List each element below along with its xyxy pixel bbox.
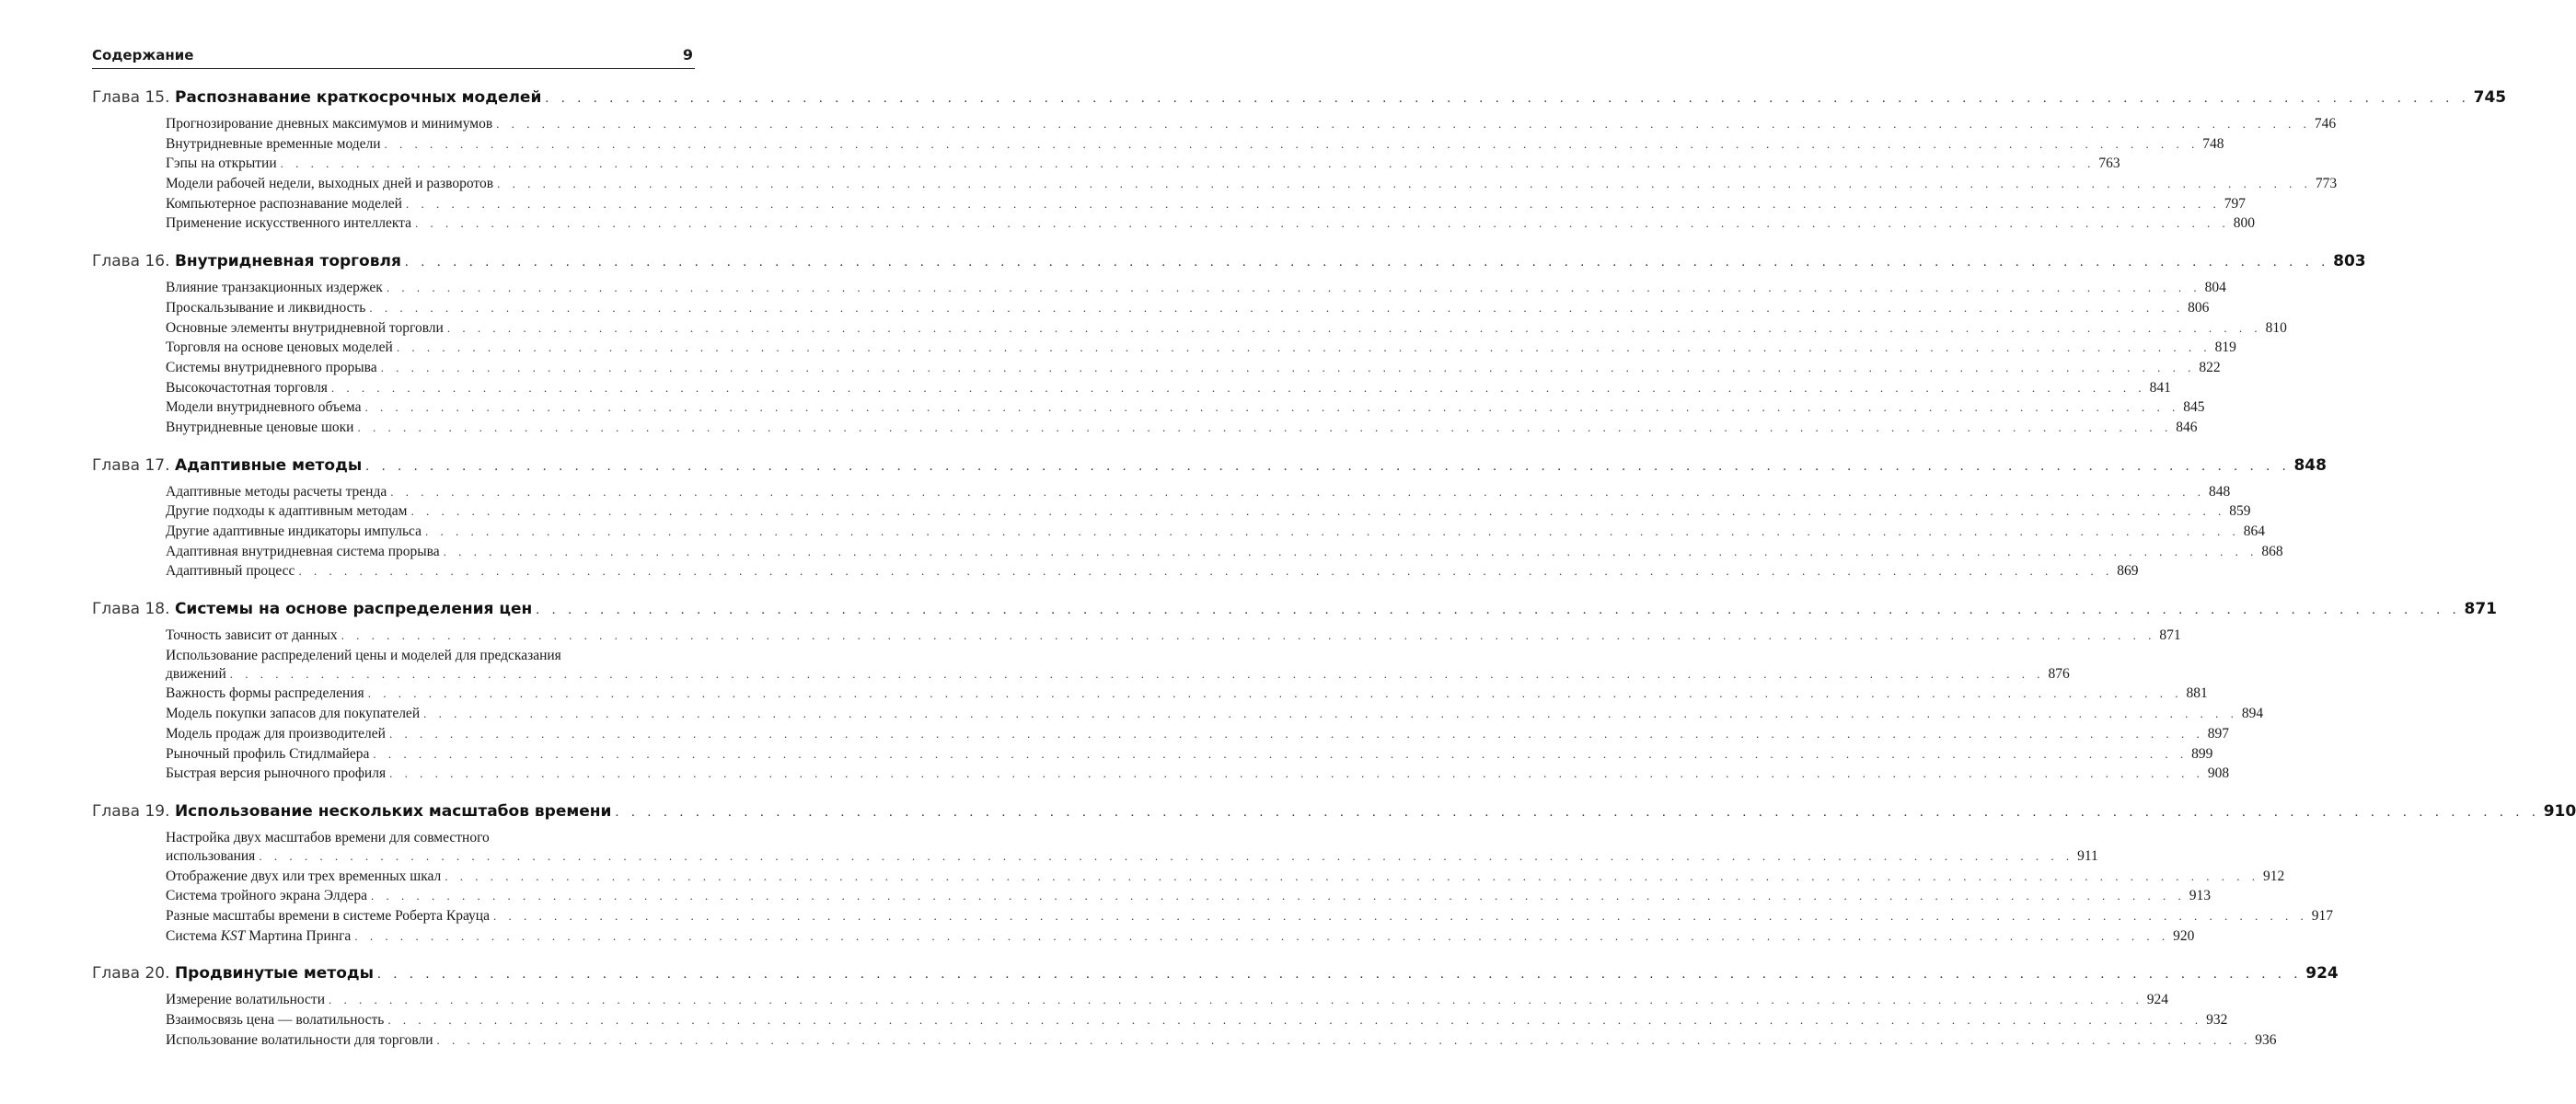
dot-leader: . . . . . . . . . . . . . . . . . . . . . . . . . . . . . . . . . . . . . . . . . . . . . . . . . . . . . . . . . . . . . . . . . . . . . . . . . . . . . . . . . . . . . . . . . . . . . . . . . . . . . . . . . . . . . . . . . . . . . . . . bbox=[545, 91, 2470, 106]
section-page-number: 822 bbox=[2199, 359, 2221, 375]
dot-leader: . . . . . . . . . . . . . . . . . . . . . . . . . . . . . . . . . . . . . . . . . . . . . . . . . . . . . . . . . . . . . . . . . . . . . . . . . . . . . . . . . . . . . . . . . . . . . . . . . . . . . . . . . . . . . . . . . . . . . . . . bbox=[373, 746, 2189, 761]
section-title bbox=[166, 928, 351, 945]
dot-leader: . . . . . . . . . . . . . . . . . . . . . . . . . . . . . . . . . . . . . . . . . . . . . . . . . . . . . . . . . . . . . . . . . . . . . . . . . . . . . . . . . . . . . . . . . . . . . . . . . . . . . . . . . . . . . . . . . . . . . . . . bbox=[410, 504, 2226, 519]
section-title: Модели внутридневного объема bbox=[166, 399, 362, 416]
chapter-block bbox=[92, 964, 2339, 1052]
dot-leader: . . . . . . . . . . . . . . . . . . . . . . . . . . . . . . . . . . . . . . . . . . . . . . . . . . . . . . . . . . . . . . . . . . . . . . . . . . . . . . . . . . . . . . . . . . . . . . . . . . . . . . . . . . . . . . . . . . . . . . . . bbox=[388, 726, 2204, 741]
section-title-line1: Использование распределений цены и моделей для предсказания bbox=[166, 647, 561, 663]
section-title-part: Мартина Принга bbox=[245, 927, 352, 944]
section-title: Модель продаж для производителей bbox=[166, 725, 386, 742]
section-title: Основные элементы внутридневной торговли bbox=[166, 319, 444, 336]
section-title: Измерение волатильности bbox=[166, 992, 325, 1008]
section-page-number: 868 bbox=[2261, 543, 2283, 559]
section-page-number: 864 bbox=[2243, 523, 2265, 539]
chapter-block bbox=[92, 252, 2366, 440]
section-page-number: 869 bbox=[2117, 563, 2139, 580]
section-title-line2: использования bbox=[166, 847, 256, 864]
dot-leader: . . . . . . . . . . . . . . . . . . . . . . . . . . . . . . . . . . . . . . . . . . . . . . . . . . . . . . . . . . . . . . . . . . . . . . . . . . . . . . . . . . . . . . . . . . . . . . . . . . . . . . . . . . . . . . . . . . . . . . . . bbox=[536, 603, 2461, 618]
section-entry[interactable] bbox=[166, 116, 2337, 136]
dot-leader: . . . . . . . . . . . . . . . . . . . . . . . . . . . . . . . . . . . . . . . . . . . . . . . . . . . . . . . . . . . . . . . . . . . . . . . . . . . . . . . . . . . . . . . . . . . . . . . . . . . . . . . . . . . . . . . . . . . . . . . . bbox=[367, 686, 2183, 701]
section-entry[interactable] bbox=[166, 359, 2221, 380]
section-title: Другие подходы к адаптивным методам bbox=[166, 503, 408, 520]
section-title: Прогнозирование дневных максимумов и минимумов bbox=[166, 116, 493, 132]
chapter-entry[interactable] bbox=[92, 252, 2366, 280]
table-of-contents bbox=[92, 88, 2576, 1068]
section-title: Адаптивные методы расчеты тренда bbox=[166, 483, 387, 500]
dot-leader: . . . . . . . . . . . . . . . . . . . . . . . . . . . . . . . . . . . . . . . . . . . . . . . . . . . . . . . . . . . . . . . . . . . . . . . . . . . . . . . . . . . . . . . . . . . . . . . . . . . . . . . . . . . . . . . . . . . . . . . . bbox=[425, 524, 2240, 538]
chapter-block bbox=[92, 600, 2498, 786]
section-title: Рыночный профиль Стидлмайера bbox=[166, 745, 370, 762]
section-entry[interactable] bbox=[166, 280, 2226, 300]
section-page-number: 859 bbox=[2229, 503, 2251, 520]
section-title: Проскальзывание и ликвидность bbox=[166, 299, 366, 316]
chapter-entry[interactable] bbox=[92, 88, 2507, 116]
chapter-number: Глава 18. bbox=[92, 600, 175, 619]
dot-leader: . . . . . . . . . . . . . . . . . . . . . . . . . . . . . . . . . . . . . . . . . . . . . . . . . . . . . . . . . . . . . . . . . . . . . . . . . . . . . . . . . . . . . . . . . . . . . . . . . . . . . . . . . . . . . . . . . . . . . . . . bbox=[380, 360, 2196, 374]
dot-leader: . . . . . . . . . . . . . . . . . . . . . . . . . . . . . . . . . . . . . . . . . . . . . . . . . . . . . . . . . . . . . . . . . . . . . . . . . . . . . . . . . . . . . . . . . . . . . . . . . . . . . . . . . . . . . . . . . . . . . . . . bbox=[354, 928, 2170, 943]
section-entry[interactable] bbox=[166, 888, 2212, 908]
section-list bbox=[92, 992, 2277, 1052]
section-entry[interactable] bbox=[166, 725, 2229, 746]
section-page-number: 917 bbox=[2311, 907, 2333, 924]
dot-leader: . . . . . . . . . . . . . . . . . . . . . . . . . . . . . . . . . . . . . . . . . . . . . . . . . . . . . . . . . . . . . . . . . . . . . . . . . . . . . . . . . . . . . . . . . . . . . . . . . . . . . . . . . . . . . . . . . . . . . . . . bbox=[386, 281, 2201, 295]
dot-leader: . . . . . . . . . . . . . . . . . . . . . . . . . . . . . . . . . . . . . . . . . . . . . . . . . . . . . . . . . . . . . . . . . . . . . . . . . . . . . . . . . . . . . . . . . . . . . . . . . . . . . . . . . . . . . . . . . . . . . . . . bbox=[369, 300, 2185, 315]
section-page-number: 897 bbox=[2207, 725, 2229, 742]
section-title: Важность формы распределения bbox=[166, 685, 364, 702]
section-title: Модели рабочей недели, выходных дней и разворотов bbox=[166, 176, 494, 192]
chapter-page-number: 871 bbox=[2464, 600, 2498, 619]
section-page-number: 846 bbox=[2176, 419, 2198, 435]
section-title-italic: KST bbox=[220, 927, 246, 944]
chapter-title: Внутридневная торговля bbox=[174, 252, 401, 271]
dot-leader: . . . . . . . . . . . . . . . . . . . . . . . . . . . . . . . . . . . . . . . . . . . . . . . . . . . . . . . . . . . . . . . . . . . . . . . . . . . . . . . . . . . . . . . . . . . . . . . . . . . . . . . . . . . . . . . . . . . . . . . . bbox=[364, 400, 2180, 415]
dot-leader: . . . . . . . . . . . . . . . . . . . . . . . . . . . . . . . . . . . . . . . . . . . . . . . . . . . . . . . . . . . . . . . . . . . . . . . . . . . . . . . . . . . . . . . . . . . . . . . . . . . . . . . . . . . . . . . . . . . . . . . . bbox=[492, 908, 2308, 923]
section-page-number: 804 bbox=[2204, 280, 2226, 296]
chapter-entry[interactable] bbox=[92, 964, 2339, 992]
chapter-page-number: 924 bbox=[2305, 964, 2339, 983]
section-title: Точность зависит от данных bbox=[166, 627, 338, 644]
dot-leader: . . . . . . . . . . . . . . . . . . . . . . . . . . . . . . . . . . . . . . . . . . . . . . . . . . . . . . . . . . . . . . . . . . . . . . . . . . . . . . . . . . . . . . . . . . . . . . . . . . . . . . . . . . . . . . . . . . . . . . . . bbox=[443, 544, 2258, 558]
section-page-number: 911 bbox=[2077, 847, 2098, 864]
section-page-number: 845 bbox=[2183, 399, 2205, 416]
chapter-number: Глава 16. bbox=[92, 252, 175, 271]
chapter-page-number: 910 bbox=[2543, 801, 2576, 821]
section-page-number: 871 bbox=[2159, 627, 2181, 644]
chapter-number: Глава 19. bbox=[92, 801, 175, 821]
section-page-number: 894 bbox=[2241, 706, 2264, 722]
section-title: Системы внутридневного прорыва bbox=[166, 359, 377, 375]
section-page-number: 800 bbox=[2233, 215, 2256, 232]
section-title: Разные масштабы времени в системе Роберта Крауца bbox=[166, 907, 490, 924]
section-page-number: 908 bbox=[2207, 765, 2230, 782]
section-title: Высокочастотная торговля bbox=[166, 379, 328, 396]
chapter-entry[interactable] bbox=[92, 455, 2327, 484]
section-entry[interactable] bbox=[166, 419, 2198, 440]
dot-leader: . . . . . . . . . . . . . . . . . . . . . . . . . . . . . . . . . . . . . . . . . . . . . . . . . . . . . . . . . . . . . . . . . . . . . . . . . . . . . . . . . . . . . . . . . . . . . . . . . . . . . . . . . . . . . . . . . . . . . . . . bbox=[405, 196, 2221, 211]
section-list bbox=[92, 280, 2287, 440]
chapter-title: Продвинутые методы bbox=[174, 964, 374, 983]
dot-leader: . . . . . . . . . . . . . . . . . . . . . . . . . . . . . . . . . . . . . . . . . . . . . . . . . . . . . . . . . . . . . . . . . . . . . . . . . . . . . . . . . . . . . . . . . . . . . . . . . . . . . . . . . . . . . . . . . . . . . . . . bbox=[376, 967, 2303, 983]
section-title-line2: движений bbox=[166, 665, 226, 682]
section-title: Модель покупки запасов для покупателей bbox=[166, 706, 421, 722]
section-title: Другие адаптивные индикаторы импульса bbox=[166, 523, 422, 539]
chapter-entry[interactable] bbox=[92, 801, 2576, 830]
dot-leader: . . . . . . . . . . . . . . . . . . . . . . . . . . . . . . . . . . . . . . . . . . . . . . . . . . . . . . . . . . . . . . . . . . . . . . . . . . . . . . . . . . . . . . . . . . . . . . . . . . . . . . . . . . . . . . . . . . . . . . . . bbox=[259, 848, 2074, 863]
section-list bbox=[92, 483, 2283, 583]
dot-leader: . . . . . . . . . . . . . . . . . . . . . . . . . . . . . . . . . . . . . . . . . . . . . . . . . . . . . . . . . . . . . . . . . . . . . . . . . . . . . . . . . . . . . . . . . . . . . . . . . . . . . . . . . . . . . . . . . . . . . . . . bbox=[436, 1032, 2252, 1047]
header-title: Содержание bbox=[92, 47, 194, 63]
section-entry[interactable] bbox=[166, 745, 2213, 766]
section-list bbox=[92, 116, 2338, 236]
section-title-line2-row bbox=[166, 665, 2070, 686]
section-list bbox=[92, 627, 2264, 786]
section-title: Адаптивная внутридневная система прорыва bbox=[166, 543, 440, 559]
section-page-number: 797 bbox=[2224, 195, 2246, 212]
section-page-number: 899 bbox=[2191, 745, 2213, 762]
section-title: Внутридневные ценовые шоки bbox=[166, 419, 354, 435]
chapter-title: Адаптивные методы bbox=[174, 455, 363, 475]
running-header bbox=[92, 46, 695, 69]
section-entry[interactable] bbox=[166, 1012, 2228, 1032]
section-entry[interactable] bbox=[166, 176, 2338, 196]
chapter-title: Распознавание краткосрочных моделей bbox=[174, 88, 542, 107]
section-entry[interactable] bbox=[166, 868, 2285, 889]
dot-leader: . . . . . . . . . . . . . . . . . . . . . . . . . . . . . . . . . . . . . . . . . . . . . . . . . . . . . . . . . . . . . . . . . . . . . . . . . . . . . . . . . . . . . . . . . . . . . . . . . . . . . . . . . . . . . . . . . . . . . . . . bbox=[404, 255, 2330, 270]
section-page-number: 810 bbox=[2265, 319, 2287, 336]
section-entry[interactable] bbox=[166, 299, 2210, 320]
section-page-number: 773 bbox=[2315, 176, 2338, 192]
dot-leader: . . . . . . . . . . . . . . . . . . . . . . . . . . . . . . . . . . . . . . . . . . . . . . . . . . . . . . . . . . . . . . . . . . . . . . . . . . . . . . . . . . . . . . . . . . . . . . . . . . . . . . . . . . . . . . . . . . . . . . . . bbox=[445, 868, 2260, 883]
section-page-number: 841 bbox=[2149, 379, 2171, 396]
section-page-number: 848 bbox=[2208, 483, 2231, 500]
section-entry[interactable] bbox=[166, 195, 2246, 216]
dot-leader: . . . . . . . . . . . . . . . . . . . . . . . . . . . . . . . . . . . . . . . . . . . . . . . . . . . . . . . . . . . . . . . . . . . . . . . . . . . . . . . . . . . . . . . . . . . . . . . . . . . . . . . . . . . . . . . . . . . . . . . . bbox=[615, 804, 2540, 820]
chapter-title: Использование нескольких масштабов времени bbox=[174, 801, 612, 821]
chapter-number: Глава 20. bbox=[92, 964, 175, 983]
section-page-number: 881 bbox=[2186, 685, 2208, 702]
dot-leader: . . . . . . . . . . . . . . . . . . . . . . . . . . . . . . . . . . . . . . . . . . . . . . . . . . . . . . . . . . . . . . . . . . . . . . . . . . . . . . . . . . . . . . . . . . . . . . . . . . . . . . . . . . . . . . . . . . . . . . . . bbox=[229, 666, 2045, 681]
section-entry[interactable] bbox=[166, 503, 2251, 523]
section-page-number: 806 bbox=[2188, 299, 2210, 316]
dot-leader: . . . . . . . . . . . . . . . . . . . . . . . . . . . . . . . . . . . . . . . . . . . . . . . . . . . . . . . . . . . . . . . . . . . . . . . . . . . . . . . . . . . . . . . . . . . . . . . . . . . . . . . . . . . . . . . . . . . . . . . . bbox=[389, 766, 2204, 781]
section-page-number: 920 bbox=[2173, 927, 2195, 944]
chapter-number: Глава 17. bbox=[92, 455, 175, 475]
section-entry[interactable] bbox=[166, 1031, 2277, 1052]
chapter-block bbox=[92, 801, 2576, 948]
section-title: Торговля на основе ценовых моделей bbox=[166, 339, 393, 356]
section-page-number: 936 bbox=[2255, 1031, 2277, 1048]
section-page-number: 912 bbox=[2263, 868, 2285, 884]
section-page-number: 748 bbox=[2202, 135, 2224, 152]
dot-leader: . . . . . . . . . . . . . . . . . . . . . . . . . . . . . . . . . . . . . . . . . . . . . . . . . . . . . . . . . . . . . . . . . . . . . . . . . . . . . . . . . . . . . . . . . . . . . . . . . . . . . . . . . . . . . . . . . . . . . . . . bbox=[446, 320, 2262, 335]
dot-leader: . . . . . . . . . . . . . . . . . . . . . . . . . . . . . . . . . . . . . . . . . . . . . . . . . . . . . . . . . . . . . . . . . . . . . . . . . . . . . . . . . . . . . . . . . . . . . . . . . . . . . . . . . . . . . . . . . . . . . . . . bbox=[280, 156, 2096, 171]
section-entry[interactable] bbox=[166, 523, 2265, 544]
section-title: Адаптивный процесс bbox=[166, 563, 295, 580]
section-entry[interactable] bbox=[166, 379, 2171, 400]
dot-leader: . . . . . . . . . . . . . . . . . . . . . . . . . . . . . . . . . . . . . . . . . . . . . . . . . . . . . . . . . . . . . . . . . . . . . . . . . . . . . . . . . . . . . . . . . . . . . . . . . . . . . . . . . . . . . . . . . . . . . . . . bbox=[423, 707, 2238, 721]
section-entry[interactable] bbox=[166, 543, 2283, 564]
dot-leader: . . . . . . . . . . . . . . . . . . . . . . . . . . . . . . . . . . . . . . . . . . . . . . . . . . . . . . . . . . . . . . . . . . . . . . . . . . . . . . . . . . . . . . . . . . . . . . . . . . . . . . . . . . . . . . . . . . . . . . . . bbox=[384, 136, 2200, 151]
section-title: Влияние транзакционных издержек bbox=[166, 280, 383, 296]
section-entry[interactable] bbox=[166, 927, 2195, 949]
section-title: Применение искусственного интеллекта bbox=[166, 215, 412, 232]
section-page-number: 763 bbox=[2098, 155, 2120, 172]
section-entry[interactable] bbox=[166, 685, 2208, 706]
section-page-number: 913 bbox=[2189, 888, 2212, 904]
chapter-page-number: 848 bbox=[2293, 455, 2327, 475]
dot-leader: . . . . . . . . . . . . . . . . . . . . . . . . . . . . . . . . . . . . . . . . . . . . . . . . . . . . . . . . . . . . . . . . . . . . . . . . . . . . . . . . . . . . . . . . . . . . . . . . . . . . . . . . . . . . . . . . . . . . . . . . bbox=[371, 889, 2186, 903]
section-title: Отображение двух или трех временных шкал bbox=[166, 868, 442, 884]
dot-leader: . . . . . . . . . . . . . . . . . . . . . . . . . . . . . . . . . . . . . . . . . . . . . . . . . . . . . . . . . . . . . . . . . . . . . . . . . . . . . . . . . . . . . . . . . . . . . . . . . . . . . . . . . . . . . . . . . . . . . . . . bbox=[396, 340, 2212, 355]
section-page-number: 819 bbox=[2214, 339, 2236, 356]
section-title: Быстрая версия рыночного профиля bbox=[166, 765, 387, 782]
section-entry[interactable] bbox=[166, 992, 2168, 1012]
section-title: Гэпы на открытии bbox=[166, 155, 277, 172]
chapter-number: Глава 15. bbox=[92, 88, 175, 107]
section-title: Система тройного экрана Элдера bbox=[166, 888, 368, 904]
dot-leader: . . . . . . . . . . . . . . . . . . . . . . . . . . . . . . . . . . . . . . . . . . . . . . . . . . . . . . . . . . . . . . . . . . . . . . . . . . . . . . . . . . . . . . . . . . . . . . . . . . . . . . . . . . . . . . . . . . . . . . . . bbox=[387, 1013, 2203, 1027]
section-entry[interactable] bbox=[166, 647, 2070, 686]
chapter-block bbox=[92, 455, 2327, 583]
section-entry[interactable] bbox=[166, 829, 2098, 868]
dot-leader: . . . . . . . . . . . . . . . . . . . . . . . . . . . . . . . . . . . . . . . . . . . . . . . . . . . . . . . . . . . . . . . . . . . . . . . . . . . . . . . . . . . . . . . . . . . . . . . . . . . . . . . . . . . . . . . . . . . . . . . . bbox=[328, 993, 2143, 1007]
chapter-page-number: 803 bbox=[2333, 252, 2366, 271]
chapter-title: Системы на основе распределения цен bbox=[174, 600, 533, 619]
section-page-number: 876 bbox=[2048, 665, 2070, 682]
dot-leader: . . . . . . . . . . . . . . . . . . . . . . . . . . . . . . . . . . . . . . . . . . . . . . . . . . . . . . . . . . . . . . . . . . . . . . . . . . . . . . . . . . . . . . . . . . . . . . . . . . . . . . . . . . . . . . . . . . . . . . . . bbox=[330, 380, 2146, 395]
section-title-line1: Настройка двух масштабов времени для совместного bbox=[166, 829, 490, 845]
section-list bbox=[92, 829, 2333, 948]
dot-leader: . . . . . . . . . . . . . . . . . . . . . . . . . . . . . . . . . . . . . . . . . . . . . . . . . . . . . . . . . . . . . . . . . . . . . . . . . . . . . . . . . . . . . . . . . . . . . . . . . . . . . . . . . . . . . . . . . . . . . . . . bbox=[365, 458, 2291, 474]
chapter-page-number: 745 bbox=[2473, 88, 2507, 107]
section-entry[interactable] bbox=[166, 627, 2181, 648]
section-title-part: Система bbox=[166, 927, 221, 944]
dot-leader: . . . . . . . . . . . . . . . . . . . . . . . . . . . . . . . . . . . . . . . . . . . . . . . . . . . . . . . . . . . . . . . . . . . . . . . . . . . . . . . . . . . . . . . . . . . . . . . . . . . . . . . . . . . . . . . . . . . . . . . . bbox=[390, 484, 2205, 499]
section-page-number: 746 bbox=[2314, 116, 2337, 132]
dot-leader: . . . . . . . . . . . . . . . . . . . . . . . . . . . . . . . . . . . . . . . . . . . . . . . . . . . . . . . . . . . . . . . . . . . . . . . . . . . . . . . . . . . . . . . . . . . . . . . . . . . . . . . . . . . . . . . . . . . . . . . . bbox=[341, 628, 2156, 643]
section-entry[interactable] bbox=[166, 135, 2224, 156]
section-entry[interactable] bbox=[166, 706, 2264, 726]
section-entry[interactable] bbox=[166, 215, 2256, 236]
section-page-number: 924 bbox=[2146, 992, 2168, 1008]
dot-leader: . . . . . . . . . . . . . . . . . . . . . . . . . . . . . . . . . . . . . . . . . . . . . . . . . . . . . . . . . . . . . . . . . . . . . . . . . . . . . . . . . . . . . . . . . . . . . . . . . . . . . . . . . . . . . . . . . . . . . . . . bbox=[415, 216, 2230, 231]
section-entry[interactable] bbox=[166, 319, 2287, 340]
header-page-number: 9 bbox=[682, 46, 693, 63]
dot-leader: . . . . . . . . . . . . . . . . . . . . . . . . . . . . . . . . . . . . . . . . . . . . . . . . . . . . . . . . . . . . . . . . . . . . . . . . . . . . . . . . . . . . . . . . . . . . . . . . . . . . . . . . . . . . . . . . . . . . . . . . bbox=[497, 177, 2312, 191]
section-entry[interactable] bbox=[166, 765, 2230, 786]
dot-leader: . . . . . . . . . . . . . . . . . . . . . . . . . . . . . . . . . . . . . . . . . . . . . . . . . . . . . . . . . . . . . . . . . . . . . . . . . . . . . . . . . . . . . . . . . . . . . . . . . . . . . . . . . . . . . . . . . . . . . . . . bbox=[357, 420, 2173, 434]
section-entry[interactable] bbox=[166, 563, 2139, 583]
section-entry[interactable] bbox=[166, 399, 2205, 420]
dot-leader: . . . . . . . . . . . . . . . . . . . . . . . . . . . . . . . . . . . . . . . . . . . . . . . . . . . . . . . . . . . . . . . . . . . . . . . . . . . . . . . . . . . . . . . . . . . . . . . . . . . . . . . . . . . . . . . . . . . . . . . . bbox=[496, 117, 2311, 131]
section-title-line2-row bbox=[166, 847, 2098, 868]
section-entry[interactable] bbox=[166, 339, 2236, 360]
chapter-block bbox=[92, 88, 2507, 236]
section-entry[interactable] bbox=[166, 483, 2231, 504]
section-title: Использование волатильности для торговли bbox=[166, 1031, 433, 1048]
dot-leader: . . . . . . . . . . . . . . . . . . . . . . . . . . . . . . . . . . . . . . . . . . . . . . . . . . . . . . . . . . . . . . . . . . . . . . . . . . . . . . . . . . . . . . . . . . . . . . . . . . . . . . . . . . . . . . . . . . . . . . . . bbox=[298, 564, 2114, 579]
section-title: Компьютерное распознавание моделей bbox=[166, 195, 402, 212]
section-entry[interactable] bbox=[166, 155, 2120, 176]
section-page-number: 932 bbox=[2206, 1012, 2228, 1028]
section-title: Взаимосвязь цена — волатильность bbox=[166, 1012, 385, 1028]
chapter-entry[interactable] bbox=[92, 600, 2498, 627]
section-entry[interactable] bbox=[166, 907, 2333, 928]
section-title: Внутридневные временные модели bbox=[166, 135, 381, 152]
